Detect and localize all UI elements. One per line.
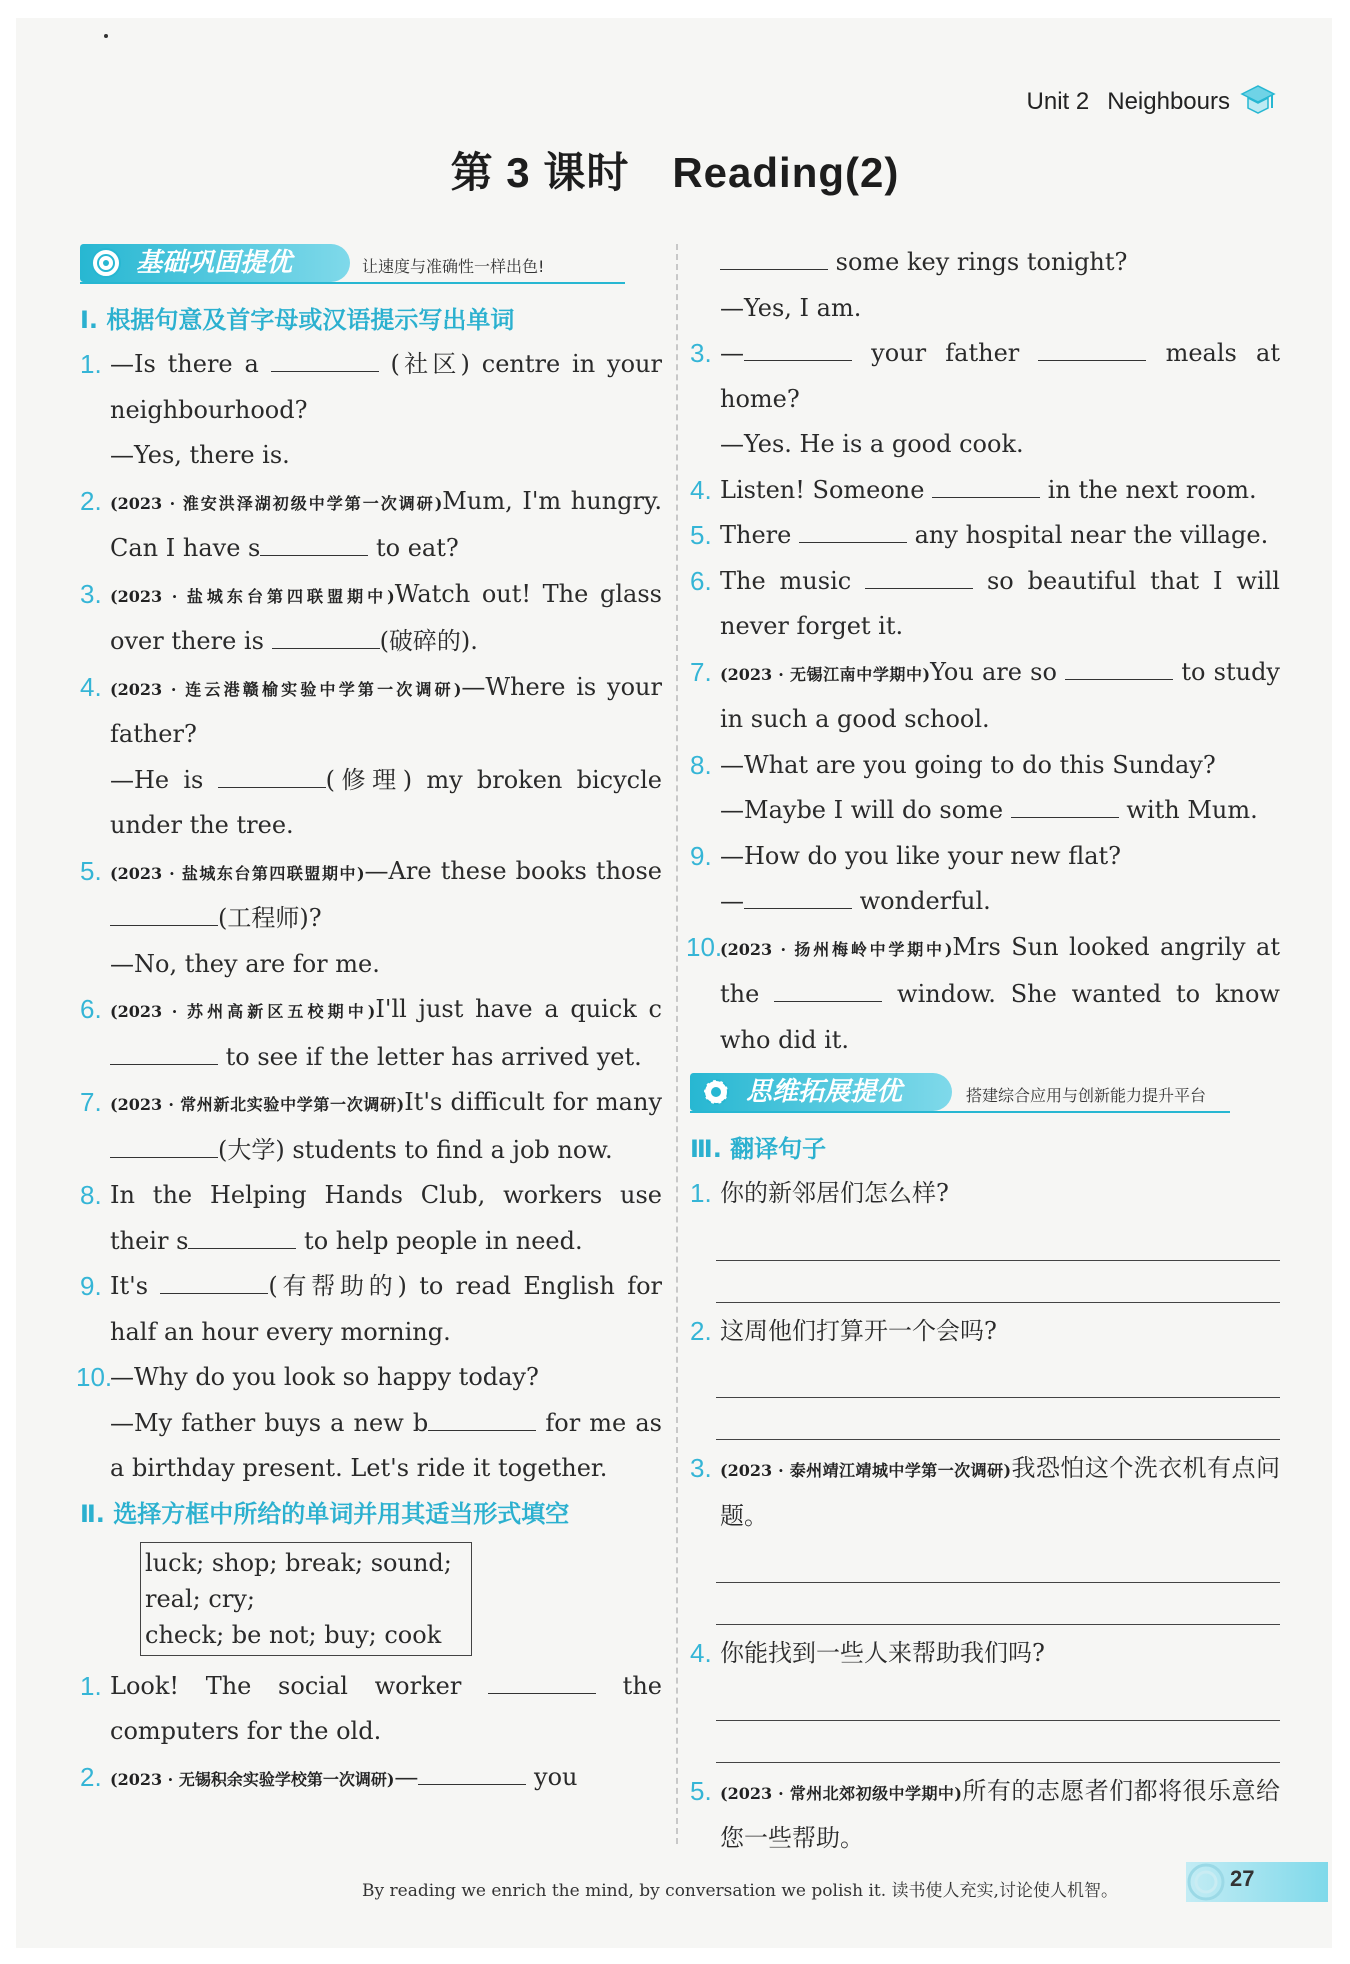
s2-question-10: 10. (2023 · 扬州梅岭中学期中)Mrs Sun looked angrily at the window. She wanted to know who did it. [686,931,1280,1054]
s2-question-1: 1. Look! The social worker the computers for the old. [80,1670,662,1745]
s1-question-8: 8. In the Helping Hands Club, workers use their s to help people in need. [80,1180,662,1255]
answer-blank[interactable] [744,889,852,909]
answer-blank[interactable] [1011,798,1119,818]
answer-blank[interactable] [865,569,973,589]
right-column [686,240,1281,1862]
banner-extension-label: 思维拓展提优 [746,1077,903,1107]
word-box-line-1: luck; shop; break; sound; real; cry; [145,1548,452,1613]
answer-blank[interactable] [428,1411,536,1431]
s1-question-2: 2. (2023 · 淮安洪泽湖初级中学第一次调研)Mum, I'm hungry. Can I have s to eat? [80,485,663,562]
banner-extension [690,1069,1280,1115]
answer-blank[interactable] [932,478,1040,498]
s2-question-2-start: 2. (2023 · 无锡积余实验学校第一次调研)— you [80,1761,578,1792]
s2-question-7: 7. (2023 · 无锡江南中学期中)You are so to study in such a good school. [690,656,1280,733]
s2-question-5: 5. There any hospital near the village. [690,520,1269,550]
word-box [140,1542,472,1656]
banner-basic-slogan: 让速度与准确性一样出色! [362,257,545,276]
s2-question-4: 4. Listen! Someone in the next room. [690,474,1257,505]
s1-question-10: 10. —Why do you look so happy today? —My father buys a new b for me as a birthday present. Let's ride it together. [76,1362,662,1482]
column-divider [676,244,678,1844]
answer-blank[interactable] [110,906,218,926]
s3-question-4: 4. 你能找到一些人来帮助我们吗? [690,1638,1045,1668]
answer-blank[interactable] [188,1229,296,1249]
s3-question-1: 1. 你的新邻居们怎么样? [690,1178,949,1208]
answer-blank[interactable] [720,250,828,270]
running-header [1027,88,1230,116]
s2-question-8: 8. —What are you going to do this Sunday? —Maybe I will do some with Mum. [690,749,1258,824]
section-2-heading: Ⅱ. 选择方框中所给的单词并用其适当形式填空 [80,1499,570,1528]
banner-extension-slogan: 搭建综合应用与创新能力提升平台 [966,1086,1207,1105]
s2-question-9: 9. —How do you like your new flat? — wonderful. [690,840,1122,915]
lesson-title: 第 3 课时 Reading(2) [450,149,900,196]
answer-line[interactable] [716,1679,1280,1721]
answer-blank[interactable] [271,352,379,372]
s3-question-3: 3. (2023 · 泰州靖江靖城中学第一次调研)我恐怕这个洗衣机有点问题。 [690,1453,1281,1530]
banner-basic [80,240,662,286]
section-1-heading: Ⅰ. 根据句意及首字母或汉语提示写出单词 [80,306,515,334]
speck [104,34,108,38]
s1-question-9: 9. It's (有帮助的) to read English for half an hour every morning. [80,1271,662,1346]
left-column [76,240,663,1802]
answer-line[interactable] [716,1398,1280,1440]
answer-blank[interactable] [218,768,326,788]
answer-line[interactable] [716,1583,1280,1625]
answer-line[interactable] [716,1356,1280,1398]
answer-blank[interactable] [418,1765,526,1785]
answer-line[interactable] [716,1541,1280,1583]
answer-blank[interactable] [110,1045,218,1065]
gear-icon [696,1073,736,1111]
page-number: 27 [1230,1866,1255,1891]
s1-question-7: 7. (2023 · 常州新北实验中学第一次调研)It's difficult for many (大学) students to find a job now. [80,1087,662,1164]
s1-question-1: 1. —Is there a (社区) centre in your neighbourhood? —Yes, there is. [80,349,662,469]
footer-quote: By reading we enrich the mind, by conversation we polish it. 读书使人充实,讨论使人机智。 [362,1881,1118,1901]
answer-line[interactable] [716,1219,1280,1261]
unit-topic: Neighbours [1107,88,1230,115]
answer-blank[interactable] [1038,341,1146,361]
section-3-heading: Ⅲ. 翻译句子 [690,1135,827,1163]
answer-blank[interactable] [260,536,368,556]
banner-basic-label: 基础巩固提优 [136,248,293,278]
answer-blank[interactable] [488,1674,596,1694]
s1-question-6: 6. (2023 · 苏州高新区五校期中)I'll just have a quick c to see if the letter has arrived yet. [80,994,662,1071]
answer-blank[interactable] [1065,660,1173,680]
unit-label: Unit 2 [1026,88,1090,115]
s1-question-3: 3. (2023 · 盐城东台第四联盟期中)Watch out! The glass over there is (破碎的). [80,578,662,655]
s3-question-2: 2. 这周他们打算开一个会吗? [690,1315,997,1346]
graduation-cap-icon [1238,82,1278,118]
answer-blank[interactable] [110,1138,218,1158]
word-box-line-2: check; be not; buy; cook [145,1620,442,1649]
answer-line[interactable] [716,1721,1280,1763]
answer-blank[interactable] [272,629,380,649]
target-icon [86,244,126,282]
answer-line[interactable] [716,1261,1280,1303]
answer-blank[interactable] [799,523,907,543]
swirl-icon [1186,1860,1226,1904]
s2-question-3: 3. — your father meals at home? —Yes. He is a good cook. [690,338,1280,458]
answer-blank[interactable] [160,1274,268,1294]
s2-question-2-cont: some key rings tonight? —Yes, I am. [720,248,1128,322]
s1-question-4: 4. (2023 · 连云港赣榆实验中学第一次调研)—Where is your father? —He is (修理) my broken bicycle under the tree. [80,671,662,839]
s3-question-5: 5. (2023 · 常州北郊初级中学期中)所有的志愿者们都将很乐意给您一些帮助。 [690,1775,1281,1852]
answer-blank[interactable] [744,341,852,361]
answer-blank[interactable] [774,982,882,1002]
s2-question-6: 6. The music so beautiful that I will never forget it. [690,565,1280,640]
s1-question-5: 5. (2023 · 盐城东台第四联盟期中)—Are these books those (工程师)? —No, they are for me. [80,855,662,978]
